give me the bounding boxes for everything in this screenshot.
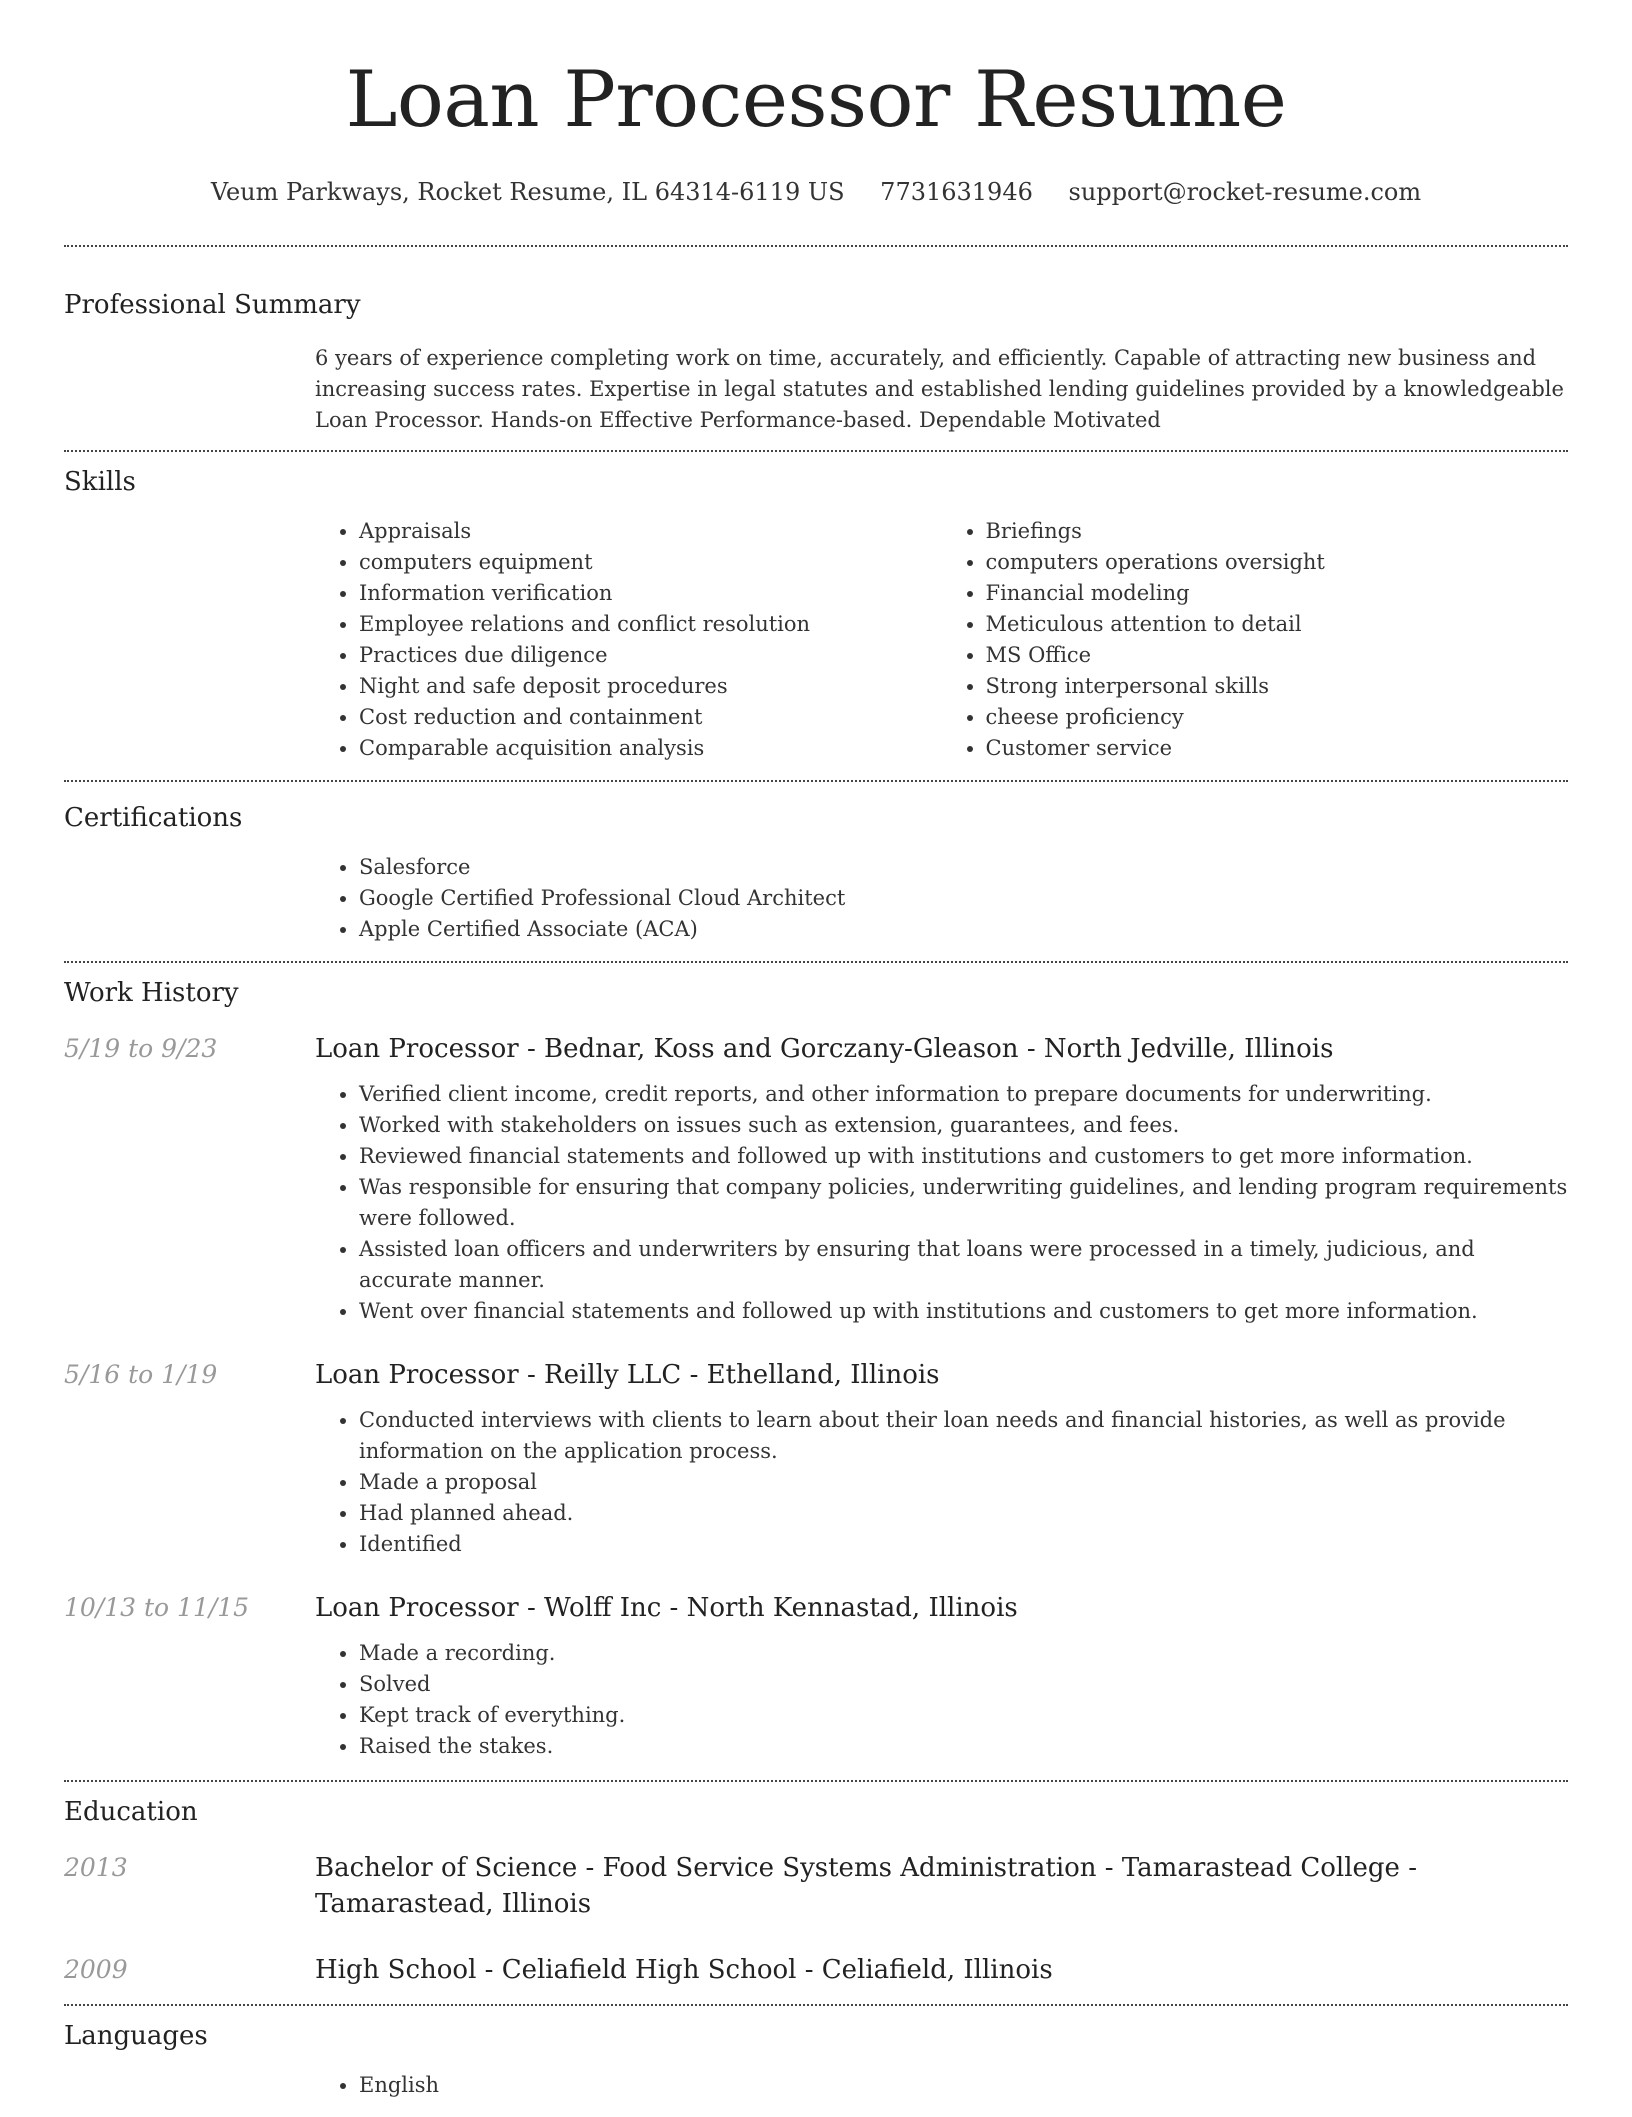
phone: 7731631946 — [880, 178, 1033, 206]
job-bullet: • Identified — [359, 1529, 1568, 1560]
education-year: 2013 — [64, 1853, 128, 1882]
skills-columns — [315, 516, 1568, 780]
job-bullet: • Had planned ahead. — [359, 1498, 1568, 1529]
job-bullet: • Kept track of everything. — [359, 1700, 1568, 1731]
job-bullets — [315, 1638, 1568, 1762]
page-title: Loan Processor Resume — [345, 55, 1287, 145]
skill-item: • cheese proficiency — [986, 702, 1569, 733]
education-year: 2009 — [64, 1955, 128, 1984]
skill-item: • MS Office — [986, 640, 1569, 671]
skills-list-right — [942, 516, 1569, 764]
job-dates: 10/13 to 11/15 — [64, 1593, 250, 1622]
job-bullet: • Made a recording. — [359, 1638, 1568, 1669]
education-entry — [64, 1850, 1568, 1922]
education-degree: High School - Celiafield High School - Celiafield, Illinois — [315, 1955, 1053, 1985]
job-bullet: • Raised the stakes. — [359, 1731, 1568, 1762]
work-section — [64, 963, 1568, 1780]
skill-item: • Meticulous attention to detail — [986, 609, 1569, 640]
job-dates: 5/16 to 1/19 — [64, 1360, 218, 1389]
skills-list-left — [315, 516, 942, 764]
job-bullet: • Solved — [359, 1669, 1568, 1700]
job-bullet: • Went over financial statements and followed up with institutions and customers to get more information. — [359, 1296, 1568, 1327]
certification-item: • Google Certified Professional Cloud Architect — [359, 883, 1568, 914]
job-title: Loan Processor - Reilly LLC - Ethelland, Illinois — [315, 1360, 940, 1390]
skills-section — [64, 452, 1568, 780]
job-title: Loan Processor - Bednar, Koss and Gorczany-Gleason - North Jedville, Illinois — [315, 1034, 1334, 1064]
job-bullet: • Made a proposal — [359, 1467, 1568, 1498]
skill-item: • Night and safe deposit procedures — [359, 671, 942, 702]
summary-section — [64, 247, 1568, 450]
section-title-certifications: Certifications — [64, 803, 243, 833]
skill-item: • computers operations oversight — [986, 547, 1569, 578]
job-entry — [64, 1590, 1568, 1780]
job-bullet: • Assisted loan officers and underwriters by ensuring that loans were processed in a timely, judicious, and accurate manner. — [359, 1234, 1568, 1296]
education-section — [64, 1782, 1568, 2004]
job-bullets — [315, 1405, 1568, 1560]
job-entry — [64, 1357, 1568, 1560]
skill-item: • Strong interpersonal skills — [986, 671, 1569, 702]
certifications-section — [64, 782, 1568, 961]
skill-item: • Employee relations and conflict resolution — [359, 609, 942, 640]
section-title-skills: Skills — [64, 467, 136, 497]
job-bullets — [315, 1079, 1568, 1327]
skill-item: • Financial modeling — [986, 578, 1569, 609]
languages-section — [64, 2006, 1568, 2117]
language-item: • English — [359, 2070, 1568, 2101]
section-title-languages: Languages — [64, 2021, 208, 2051]
skill-item: • Comparable acquisition analysis — [359, 733, 942, 764]
address: Veum Parkways, Rocket Resume, IL 64314-6119 US — [210, 178, 845, 206]
section-title-summary: Professional Summary — [64, 290, 361, 320]
job-bullet: • Verified client income, credit reports, and other information to prepare documents for underwriting. — [359, 1079, 1568, 1110]
skill-item: • computers equipment — [359, 547, 942, 578]
job-bullet: • Reviewed financial statements and followed up with institutions and customers to get more information. — [359, 1141, 1568, 1172]
certification-item: • Salesforce — [359, 852, 1568, 883]
job-bullet: • Was responsible for ensuring that company policies, underwriting guidelines, and lending program requirements were followed. — [359, 1172, 1568, 1234]
skill-item: • Cost reduction and containment — [359, 702, 942, 733]
contact-line — [64, 176, 1568, 208]
certification-item: • Apple Certified Associate (ACA) — [359, 914, 1568, 945]
job-dates: 5/19 to 9/23 — [64, 1034, 218, 1063]
summary-text: 6 years of experience completing work on time, accurately, and efficiently. Capable of attracting new business and increasing success rates. Expertise in legal statutes and established lending guidelines provided by a knowledgeable Loan Processor. Hands-on Effective Performance-based. Dependable Motivated — [315, 346, 1564, 432]
skill-item: • Briefings — [986, 516, 1569, 547]
languages-list — [315, 2070, 1568, 2117]
skill-item: • Customer service — [986, 733, 1569, 764]
job-bullet: • Conducted interviews with clients to learn about their loan needs and financial histories, as well as provide information on the application process. — [359, 1405, 1568, 1467]
job-bullet: • Worked with stakeholders on issues such as extension, guarantees, and fees. — [359, 1110, 1568, 1141]
skill-item: • Appraisals — [359, 516, 942, 547]
email: support@rocket-resume.com — [1068, 178, 1422, 206]
job-title: Loan Processor - Wolff Inc - North Kennastad, Illinois — [315, 1593, 1018, 1623]
section-title-education: Education — [64, 1797, 198, 1827]
job-entry — [64, 1031, 1568, 1327]
education-degree: Bachelor of Science - Food Service Systems Administration - Tamarastead College - Tamarastead, Illinois — [315, 1853, 1417, 1919]
education-entry — [64, 1952, 1568, 2004]
certifications-list — [315, 852, 1568, 961]
skill-item: • Practices due diligence — [359, 640, 942, 671]
skill-item: • Information verification — [359, 578, 942, 609]
section-title-work: Work History — [64, 978, 239, 1008]
